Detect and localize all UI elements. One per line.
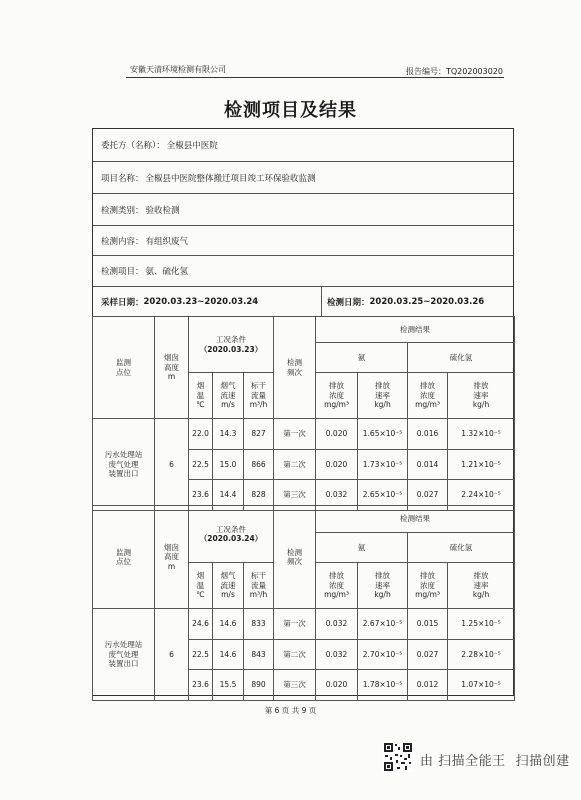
temp-cell: 22.0 bbox=[189, 419, 213, 450]
volume-header bbox=[244, 373, 274, 419]
h2s-rate-header-text: 排放 速率 kg/h bbox=[472, 381, 490, 410]
qr-code-icon bbox=[383, 742, 413, 772]
dates-divider bbox=[321, 287, 322, 317]
temp-header bbox=[189, 563, 213, 609]
volume-cell: 833 bbox=[244, 609, 274, 640]
temp-cell: 23.6 bbox=[189, 670, 213, 701]
temp-cell: 22.5 bbox=[189, 450, 213, 480]
dates-row bbox=[93, 287, 513, 317]
results-header: 检测结果 bbox=[316, 317, 515, 343]
nh3-conc-cell: 0.032 bbox=[316, 480, 358, 511]
location-text: 污水处理站 废气处理 装置出口 bbox=[104, 640, 143, 669]
client-label: 委托方（名称）： bbox=[101, 141, 165, 151]
h2s-rate-cell: 1.21×10⁻⁵ bbox=[448, 450, 515, 480]
stack-height-header bbox=[155, 506, 189, 609]
h2s-header: 硫化氢 bbox=[408, 533, 515, 563]
h2s-rate-cell: 2.28×10⁻⁵ bbox=[448, 640, 515, 670]
stack-height-header-text: 烟囱 高度 m bbox=[164, 542, 179, 571]
h2s-conc-cell: 0.012 bbox=[408, 670, 448, 701]
nh3-rate-header bbox=[358, 563, 408, 609]
volume-cell: 843 bbox=[244, 640, 274, 670]
condition-header bbox=[189, 506, 274, 563]
h2s-conc-cell: 0.014 bbox=[408, 450, 448, 480]
volume-cell: 828 bbox=[244, 480, 274, 511]
nh3-rate-cell: 1.78×10⁻⁵ bbox=[358, 670, 408, 701]
flow-cell: 14.6 bbox=[213, 609, 244, 640]
nh3-conc-cell: 0.032 bbox=[316, 640, 358, 670]
nh3-conc-header-text: 排放 浓度 mg/m³ bbox=[324, 571, 349, 600]
stack-height-header bbox=[155, 317, 189, 419]
client-value: 全椒县中医院 bbox=[166, 141, 218, 151]
flow-cell: 14.4 bbox=[213, 480, 244, 511]
nh3-rate-cell: 1.65×10⁻⁵ bbox=[358, 419, 408, 450]
content-label: 检测内容： bbox=[101, 236, 144, 247]
volume-header-text: 标干 流量 m³/h bbox=[249, 381, 268, 410]
frequency-cell: 第三次 bbox=[274, 480, 316, 511]
volume-cell: 866 bbox=[244, 450, 274, 480]
content-row bbox=[93, 226, 513, 256]
temp-cell: 23.6 bbox=[189, 480, 213, 511]
frequency-header-text: 检测 频次 bbox=[287, 547, 303, 566]
nh3-conc-header bbox=[316, 563, 358, 609]
nh3-conc-cell: 0.020 bbox=[316, 419, 358, 450]
frequency-cell: 第二次 bbox=[274, 450, 316, 480]
h2s-rate-cell: 1.25×10⁻⁵ bbox=[448, 609, 515, 640]
results-table-day2 bbox=[92, 505, 515, 701]
nh3-rate-header-text: 排放 速率 kg/h bbox=[374, 571, 391, 600]
nh3-rate-cell: 2.65×10⁻⁵ bbox=[358, 480, 408, 511]
frequency-cell: 第一次 bbox=[274, 419, 316, 450]
condition-header bbox=[189, 317, 274, 373]
project-row bbox=[93, 162, 513, 194]
project-label: 项目名称： bbox=[101, 173, 144, 184]
flow-header-text: 烟气 流速 m/s bbox=[220, 381, 236, 410]
nh3-conc-cell: 0.032 bbox=[316, 609, 358, 640]
ammonia-header: 氨 bbox=[316, 343, 408, 373]
h2s-rate-cell: 1.32×10⁻⁵ bbox=[448, 419, 515, 450]
nh3-conc-cell: 0.020 bbox=[316, 670, 358, 701]
h2s-conc-header bbox=[408, 563, 448, 609]
flow-cell: 14.3 bbox=[213, 419, 244, 450]
location-header-text: 监测 点位 bbox=[116, 358, 131, 377]
testing-date bbox=[327, 287, 484, 317]
scanner-watermark bbox=[420, 750, 580, 769]
location-text: 污水处理站 废气处理 装置出口 bbox=[104, 450, 143, 479]
temp-header-text: 烟 温 ℃ bbox=[196, 571, 205, 600]
flow-cell: 15.0 bbox=[213, 450, 244, 480]
items-value: 氨、硫化氢 bbox=[145, 267, 189, 277]
h2s-rate-header bbox=[448, 563, 515, 609]
h2s-rate-cell: 2.24×10⁻⁵ bbox=[448, 480, 515, 511]
company-name: 安徽天清环境检测有限公司 bbox=[130, 65, 226, 74]
client-row bbox=[93, 129, 513, 162]
location-header bbox=[93, 506, 155, 609]
table-row bbox=[93, 609, 515, 640]
volume-cell: 890 bbox=[244, 670, 274, 701]
stack-height-cell: 6 bbox=[155, 609, 189, 701]
volume-header-text: 标干 流量 m³/h bbox=[249, 571, 268, 600]
h2s-rate-header bbox=[448, 373, 515, 419]
watermark-part2: 扫描创建 bbox=[515, 754, 570, 769]
items-label: 检测项目： bbox=[101, 267, 144, 277]
nh3-rate-header bbox=[358, 373, 408, 419]
testing-value: 2020.03.25~2020.03.26 bbox=[369, 297, 485, 307]
frequency-header bbox=[274, 317, 316, 419]
category-value: 验收检测 bbox=[145, 205, 180, 216]
volume-cell: 827 bbox=[244, 419, 274, 450]
sampling-date bbox=[101, 287, 258, 317]
nh3-conc-header bbox=[316, 373, 358, 419]
h2s-conc-cell: 0.027 bbox=[408, 480, 448, 511]
temp-header-text: 烟 温 ℃ bbox=[196, 381, 205, 410]
h2s-rate-header-text: 排放 速率 kg/h bbox=[472, 571, 490, 600]
watermark-part1: 由 扫描全能王 bbox=[420, 754, 506, 769]
temp-cell: 24.6 bbox=[189, 609, 213, 640]
h2s-conc-cell: 0.016 bbox=[408, 419, 448, 450]
page-number: 第 6 页 共 9 页 bbox=[264, 706, 317, 715]
flow-cell: 14.6 bbox=[213, 640, 244, 670]
location-header bbox=[93, 317, 155, 419]
volume-header bbox=[244, 563, 274, 609]
nh3-rate-cell: 2.67×10⁻⁵ bbox=[358, 609, 408, 640]
temp-header bbox=[189, 373, 213, 419]
location-cell bbox=[93, 609, 155, 701]
h2s-conc-cell: 0.027 bbox=[408, 640, 448, 670]
condition-title: 工况条件 bbox=[216, 524, 247, 534]
frequency-header-text: 检测 频次 bbox=[287, 358, 303, 377]
stack-height-cell: 6 bbox=[155, 419, 189, 511]
stack-height-header-text: 烟囱 高度 m bbox=[164, 353, 179, 382]
flow-header-text: 烟气 流速 m/s bbox=[220, 571, 236, 600]
testing-label: 检测日期： bbox=[327, 298, 370, 308]
condition-title: 工况条件 bbox=[216, 335, 247, 345]
frequency-cell: 第一次 bbox=[274, 609, 316, 640]
flow-cell: 15.5 bbox=[213, 670, 244, 701]
flow-header bbox=[213, 563, 244, 609]
location-cell bbox=[93, 419, 155, 511]
condition-date: （2020.03.24） bbox=[199, 534, 263, 543]
content-value: 有组织废气 bbox=[145, 236, 189, 247]
nh3-rate-header-text: 排放 速率 kg/h bbox=[374, 381, 391, 410]
report-number: 报告编号：TQ202003020 bbox=[406, 67, 503, 76]
h2s-conc-header-text: 排放 浓度 mg/m³ bbox=[415, 381, 440, 410]
items-row bbox=[93, 256, 513, 287]
ammonia-header: 氨 bbox=[316, 533, 408, 563]
nh3-rate-cell: 2.70×10⁻⁵ bbox=[358, 640, 408, 670]
frequency-cell: 第二次 bbox=[274, 640, 316, 670]
results-header: 检测结果 bbox=[316, 506, 515, 533]
frequency-header bbox=[274, 506, 316, 609]
h2s-conc-cell: 0.015 bbox=[408, 609, 448, 640]
category-row bbox=[93, 194, 513, 226]
temp-cell: 22.5 bbox=[189, 640, 213, 670]
location-header-text: 监测 点位 bbox=[116, 547, 131, 566]
sampling-value: 2020.03.23~2020.03.24 bbox=[143, 297, 259, 307]
sampling-label: 采样日期： bbox=[101, 298, 144, 308]
h2s-header: 硫化氢 bbox=[408, 343, 515, 373]
frequency-cell: 第三次 bbox=[274, 670, 316, 701]
nh3-conc-cell: 0.020 bbox=[316, 450, 358, 480]
results-table-day1 bbox=[92, 316, 515, 511]
condition-date: （2020.03.23） bbox=[199, 344, 263, 354]
flow-header bbox=[213, 373, 244, 419]
h2s-conc-header bbox=[408, 373, 448, 419]
nh3-conc-header-text: 排放 浓度 mg/m³ bbox=[324, 381, 349, 410]
table-row bbox=[93, 419, 515, 450]
category-label: 检测类别： bbox=[101, 205, 144, 216]
nh3-rate-cell: 1.73×10⁻⁵ bbox=[358, 450, 408, 480]
project-value: 全椒县中医院整体搬迁项目竣工环保验收监测 bbox=[145, 173, 316, 184]
h2s-rate-cell: 1.07×10⁻⁵ bbox=[448, 670, 515, 701]
h2s-conc-header-text: 排放 浓度 mg/m³ bbox=[415, 571, 440, 600]
page-title: 检测项目及结果 bbox=[224, 100, 357, 121]
header-divider bbox=[126, 77, 504, 78]
